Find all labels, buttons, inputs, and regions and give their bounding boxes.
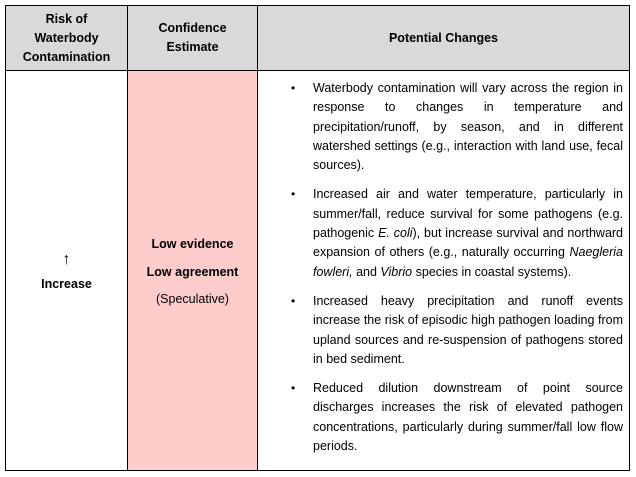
italic-term: Naegleria fowleri, (313, 245, 623, 279)
text-segment: Waterbody contamination will vary across the region in response to changes in temperature and precipitation/runoff, by season, and in different watershed settings (e.g., interaction with land use, fecal sources). (313, 81, 623, 173)
bullet-icon: • (291, 187, 296, 202)
up-arrow-icon: ↑ (62, 250, 71, 268)
risk-cell (6, 71, 127, 470)
bullet-icon: • (291, 381, 296, 396)
italic-term: Vibrio (380, 264, 413, 279)
text-segment: ), but increase survival and northward expansion of others (e.g., naturally occurring (313, 226, 624, 260)
text-segment: and (352, 264, 381, 279)
list-item (258, 79, 623, 175)
header-risk: Risk of Waterbody Contamination (22, 11, 111, 64)
text-segment: Increased heavy precipitation and runoff events increase the risk of episodic high pathogen loading from upland sources and re-suspension of pathogens stored in bed sediment. (313, 293, 623, 366)
list-item (258, 379, 623, 456)
changes-list (258, 79, 623, 456)
risk-label: Increase (41, 276, 92, 291)
text-segment: Increased air and water temperature, particularly in summer/fall, reduce survival for some pathogens (e.g. pathogenic (313, 187, 623, 241)
changes-cell (258, 71, 629, 470)
header-changes: Potential Changes (388, 30, 499, 45)
list-item (258, 185, 623, 281)
confidence-agreement: Low agreement (146, 264, 239, 279)
confidence-qualifier: (Speculative) (156, 291, 229, 306)
risk-table (5, 5, 630, 471)
confidence-cell (128, 71, 257, 470)
confidence-evidence: Low evidence (151, 236, 234, 251)
header-confidence: Confidence Estimate (158, 21, 227, 54)
bullet-icon: • (291, 293, 296, 308)
bullet-icon: • (291, 81, 296, 95)
text-segment: species in coastal systems). (412, 264, 572, 279)
list-item (258, 292, 623, 369)
table-header-row (6, 6, 629, 71)
text-segment: Reduced dilution downstream of point source discharges increases the risk of elevated pathogen concentrations, particularly during summer/fall low flow periods. (313, 381, 623, 454)
italic-term: E. coli (378, 226, 413, 241)
